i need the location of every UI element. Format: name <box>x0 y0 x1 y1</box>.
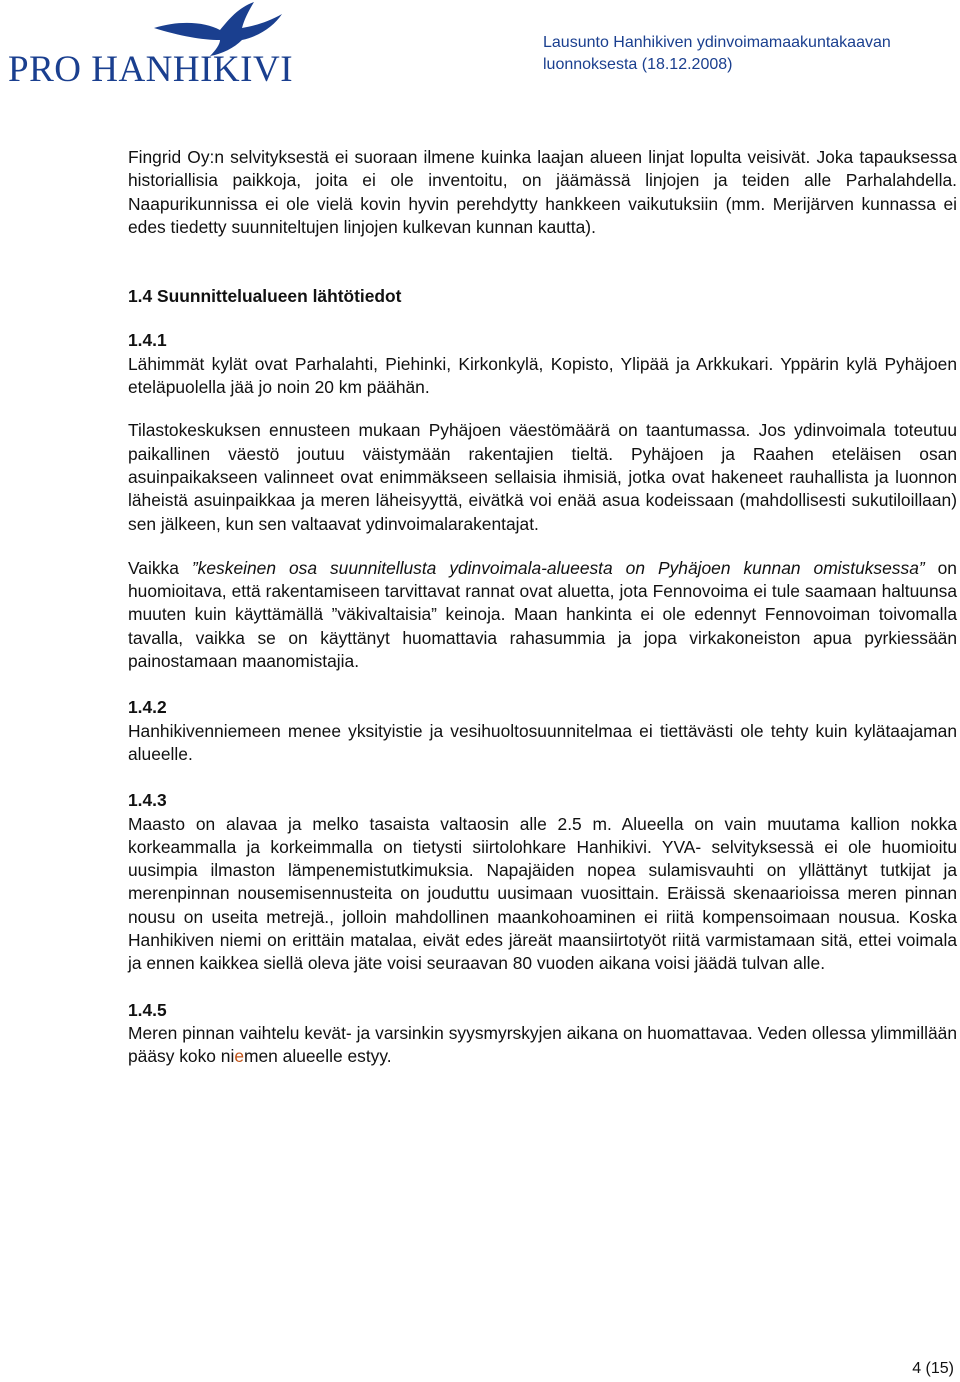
paragraph-land-ownership <box>128 557 957 673</box>
subsection-number-1-4-5: 1.4.5 <box>128 999 167 1020</box>
paragraph-villages: Lähimmät kylät ovat Parhalahti, Piehinki, Kirkonkylä, Kopisto, Ylipää ja Arkkukari. Yppärin kylä Pyhäjoen eteläpuolella jää jo noin 20 km päähän. <box>128 353 957 398</box>
quoted-text: ”keskeinen osa suunnitellusta ydinvoimala-alueesta on Pyhäjoen kunnan omistuksessa” <box>191 557 925 578</box>
logo-text: PRO HANHIKIVI <box>8 49 294 90</box>
subsection-number-1-4-1: 1.4.1 <box>128 330 167 351</box>
sea-level-text-a: Meren pinnan vaihtelu kevät- ja varsinkin syysmyrskyjen aikana on huomattavaa. Veden ollessa ylimmillään pääsy koko ni <box>128 1022 957 1067</box>
paragraph-private-road: Hanhikivenniemeen menee yksityistie ja vesihuoltosuunnitelmaa ei tiettävästi ole tehty kuin kylätaajaman alueelle. <box>128 720 957 764</box>
intro-paragraph: Fingrid Oy:n selvityksestä ei suoraan ilmene kuinka laajan alueen linjat lopulta veisivät. Joka tapauksessa historiallisia paikkoja, joita ei ole inventoitu, on jäämässä linjojen ja teiden alle Parhalahdella. Naapurikunnissa ei ole vielä kovin hyvin perehdytty hankkeen vaikutuksiin (mm. Merijärven kunnassa ei edes tiedetty suunniteltujen linjojen kulkevan kunnan kautta). <box>128 147 957 237</box>
header-title-line-1: Lausunto Hanhikiven ydinvoimamaakuntakaavan <box>543 34 891 51</box>
section-heading: 1.4 Suunnittelualueen lähtötiedot <box>128 286 402 307</box>
paragraph-start: Vaikka <box>128 557 192 578</box>
subsection-number-1-4-3: 1.4.3 <box>128 790 167 811</box>
document-header-title <box>543 32 953 76</box>
header-title-line-2: luonnoksesta (18.12.2008) <box>543 56 733 73</box>
paragraph-rest: on huomioitava, että rakentamiseen tarvittavat rannat ovat aluetta, jota Fennovoima ei tule saamaan haltuunsa muuten kuin käyttämällä ”väkivaltaisia” keinoja. Maan hankinta ei ole edennyt Fennovoiman toivomalla tavalla, vaikka se on käyttänyt huomattavia rahasummia ja jopa virkakoneiston apua pyrkiessään painostamaan maanomistajia. <box>128 557 957 672</box>
paragraph-population: Tilastokeskuksen ennusteen mukaan Pyhäjoen väestömäärä on taantumassa. Jos ydinvoimala toteutuu paikallinen väestö joutuu väistymään rakentajien tieltä. Pyhäjoen ja Raahen eteläisen osan asuinpaikakseen valinneet ovat enimmäkseen sellaisia ihmisiä, jotka ovat hakeneet rauhallista ja luonnon läheistä asuinpaikkaa ja meren läheisyyttä, eivätkä voi enää asua kodeissaan (mahdollisesti sukutiloillaan) sen jälkeen, kun sen valtaavat ydinvoimalarakentajat. <box>128 420 957 534</box>
accent-letter: e <box>234 1046 245 1067</box>
paragraph-sea-level <box>128 1022 957 1069</box>
paragraph-terrain: Maasto on alavaa ja melko tasaista valtaosin alle 2.5 m. Alueella on vain muutama kallion nokka korkeammalla ja korkeimmalla on tietysti siirtolohkare Hanhikivi. YVA- selvityksessä ei ole huomioitu uusimpia ilmaston lämpenemistutkimuksia. Napajäiden nopea sulamisvauhti on yllättänyt tutkijat ja merenpinnan nousemisennusteita on jouduttu uusimaan vuosittain. Eräissä skenaarioissa meren pinnan nousu on useita metrejä., jolloin mahdollinen maankohoaminen ei riitä kompensoimaan nousua. Koska Hanhikiven niemi on erittäin matalaa, eivät edes järeät maansiirtotyöt riitä varmistamaan sitä, ettei voimala ja ennen kaikkea siellä oleva jäte voisi seuraavan 80 vuoden aikana voisi jäädä tulvan alle. <box>128 813 957 974</box>
subsection-number-1-4-2: 1.4.2 <box>128 697 167 718</box>
pro-hanhikivi-logo <box>0 0 310 92</box>
page-number: 4 (15) <box>912 1360 954 1377</box>
document-body <box>128 146 957 1069</box>
sea-level-text-b: men alueelle estyy. <box>244 1046 392 1067</box>
